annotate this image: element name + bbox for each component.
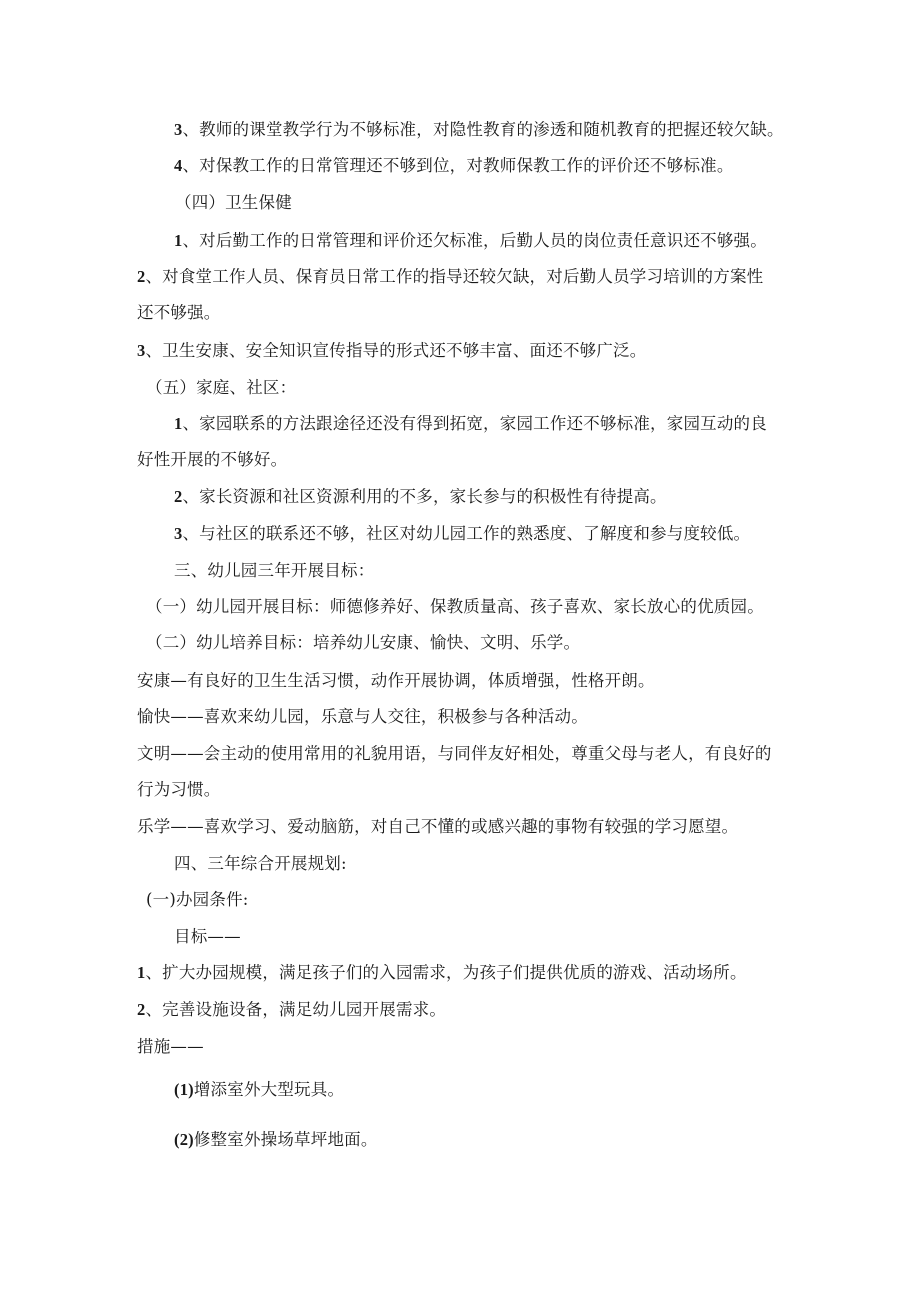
line-text: 、与社区的联系还不够，社区对幼儿园工作的熟悉度、了解度和参与度较低。 — [182, 524, 751, 543]
line-text: 目标—— — [174, 927, 241, 946]
line-text: （四）卫生保健 — [175, 193, 292, 212]
item-number: 2 — [137, 267, 146, 286]
line-text: 、卫生安康、安全知识宣传指导的形式还不够丰富、面还不够广泛。 — [145, 341, 647, 360]
line-text: （一）幼儿园开展目标：师德修养好、保教质量高、孩子喜欢、家长放心的优质园。 — [146, 597, 764, 616]
paragraph-line — [137, 816, 738, 838]
section-heading — [146, 377, 296, 399]
line-text: 、对食堂工作人员、保育员日常工作的指导还较欠缺，对后勤人员学习培训的方案性 — [145, 267, 764, 286]
paragraph-line — [137, 670, 655, 692]
item-number: (1) — [174, 1080, 194, 1099]
line-text: 安康—有良好的卫生生活习惯，动作开展协调，体质增强，性格开朗。 — [137, 671, 655, 690]
item-number: 2 — [174, 487, 183, 506]
paragraph-line — [174, 486, 667, 508]
section-heading — [174, 560, 374, 582]
line-text: 、对后勤工作的日常管理和评价还欠标准，后勤人员的岗位责任意识还不够强。 — [182, 231, 767, 250]
paragraph-line — [137, 999, 446, 1021]
paragraph-line — [174, 1129, 378, 1151]
paragraph-line — [137, 266, 763, 288]
line-text: 好性开展的不够好。 — [137, 450, 288, 469]
line-text: 、家园联系的方法跟途径还没有得到拓宽，家园工作还不够标准，家园互动的良 — [182, 414, 767, 433]
paragraph-line — [174, 523, 750, 545]
paragraph-line — [137, 779, 221, 801]
line-text: 、完善设施设备，满足幼儿园开展需求。 — [145, 1000, 447, 1019]
paragraph-line — [137, 340, 646, 362]
item-number: 1 — [174, 231, 183, 250]
paragraph-line — [137, 449, 287, 471]
section-heading — [174, 853, 347, 875]
paragraph-line — [174, 413, 767, 435]
paragraph-line — [146, 596, 764, 618]
line-text: 修整室外操场草坪地面。 — [193, 1130, 378, 1149]
item-number: 3 — [174, 120, 183, 139]
item-number: 3 — [174, 524, 183, 543]
item-number: 4 — [174, 156, 183, 175]
paragraph-line — [174, 230, 767, 252]
item-number: 2 — [137, 1000, 146, 1019]
paragraph-line — [137, 743, 772, 765]
paragraph-line — [137, 302, 221, 324]
line-text: 、教师的课堂教学行为不够标准，对隐性教育的渗透和随机教育的把握还较欠缺。 — [182, 120, 784, 139]
line-text: 愉快——喜欢来幼儿园，乐意与人交往，积极参与各种活动。 — [137, 707, 588, 726]
line-text: 增添室外大型玩具。 — [193, 1080, 345, 1099]
paragraph-line — [174, 926, 241, 948]
line-text: 、扩大办园规模，满足孩子们的入园需求，为孩子们提供优质的游戏、活动场所。 — [145, 963, 747, 982]
paragraph-line — [137, 706, 588, 728]
line-text: 措施—— — [137, 1037, 204, 1056]
paragraph-line — [137, 1036, 204, 1058]
line-text: 三、幼儿园三年开展目标： — [174, 561, 375, 580]
line-text: 文明——会主动的使用常用的礼貌用语，与同伴友好相处，尊重父母与老人，有良好的 — [137, 744, 772, 763]
section-heading — [146, 889, 249, 911]
line-text: 、家长资源和社区资源利用的不多，家长参与的积极性有待提高。 — [182, 487, 667, 506]
item-number: 1 — [174, 414, 183, 433]
line-text: 行为习惯。 — [137, 780, 221, 799]
paragraph-line — [174, 155, 734, 177]
paragraph-line — [146, 632, 580, 654]
line-text: (一)办园条件: — [146, 890, 249, 909]
line-text: （五）家庭、社区： — [146, 378, 297, 397]
line-text: 、对保教工作的日常管理还不够到位，对教师保教工作的评价还不够标准。 — [182, 156, 734, 175]
line-text: 四、三年综合开展规划: — [174, 854, 347, 873]
section-heading — [175, 192, 292, 214]
item-number: 3 — [137, 341, 146, 360]
item-number: (2) — [174, 1130, 194, 1149]
line-text: （二）幼儿培养目标：培养幼儿安康、愉快、文明、乐学。 — [146, 633, 581, 652]
line-text: 乐学——喜欢学习、爱动脑筋，对自己不懂的或感兴趣的事物有较强的学习愿望。 — [137, 817, 739, 836]
paragraph-line — [174, 119, 784, 141]
item-number: 1 — [137, 963, 146, 982]
line-text: 还不够强。 — [137, 303, 221, 322]
paragraph-line — [137, 962, 747, 984]
paragraph-line — [174, 1079, 344, 1101]
